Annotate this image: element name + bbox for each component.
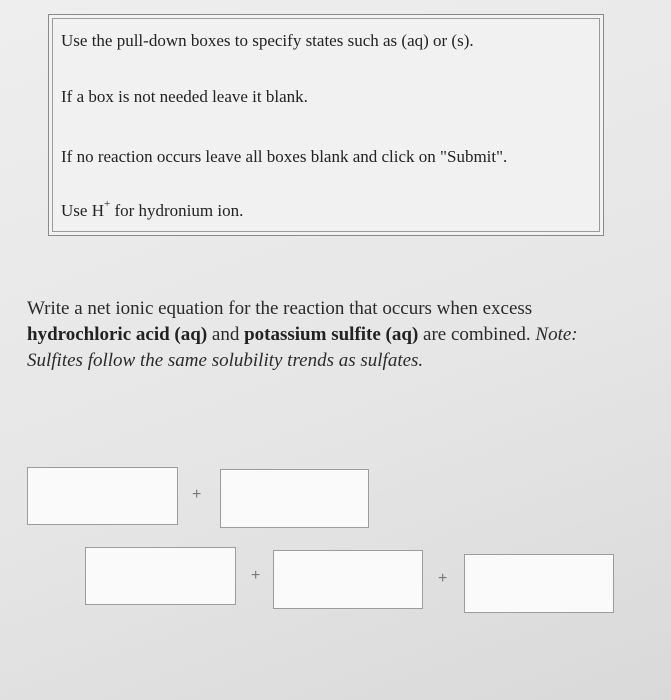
question-note: Note: Sulfites follow the same solubility trends as sulfates. bbox=[27, 324, 578, 371]
question-part2: and bbox=[207, 324, 245, 345]
reactant-box-2[interactable] bbox=[220, 469, 369, 528]
question-part1: Write a net ionic equation for the reaction that occurs when excess bbox=[27, 298, 533, 319]
reactant-plus-sign: + bbox=[192, 486, 202, 503]
product-box-1[interactable] bbox=[85, 547, 236, 605]
reactant-hydrochloric-acid: hydrochloric acid (aq) bbox=[27, 324, 208, 345]
instructions-box bbox=[48, 14, 604, 236]
superscript-plus: + bbox=[103, 198, 111, 210]
instruction-hydronium-post: for hydronium ion. bbox=[110, 201, 244, 220]
instruction-states: Use the pull-down boxes to specify states such as (aq) or (s). bbox=[61, 31, 474, 50]
instruction-hydronium-pre: Use H bbox=[61, 201, 104, 220]
question-part3: are combined. bbox=[418, 324, 536, 345]
instruction-hydronium bbox=[61, 198, 244, 221]
product-plus-sign-1: + bbox=[251, 567, 261, 584]
instruction-no-reaction: If no reaction occurs leave all boxes blank and click on "Submit". bbox=[61, 147, 508, 166]
product-box-2[interactable] bbox=[273, 550, 423, 609]
reactant-box-1[interactable] bbox=[27, 467, 178, 525]
reactant-potassium-sulfite: potassium sulfite (aq) bbox=[244, 324, 419, 345]
question-text bbox=[27, 296, 627, 374]
product-plus-sign-2: + bbox=[438, 570, 448, 587]
instruction-blank: If a box is not needed leave it blank. bbox=[61, 87, 308, 106]
product-box-3[interactable] bbox=[464, 554, 614, 613]
